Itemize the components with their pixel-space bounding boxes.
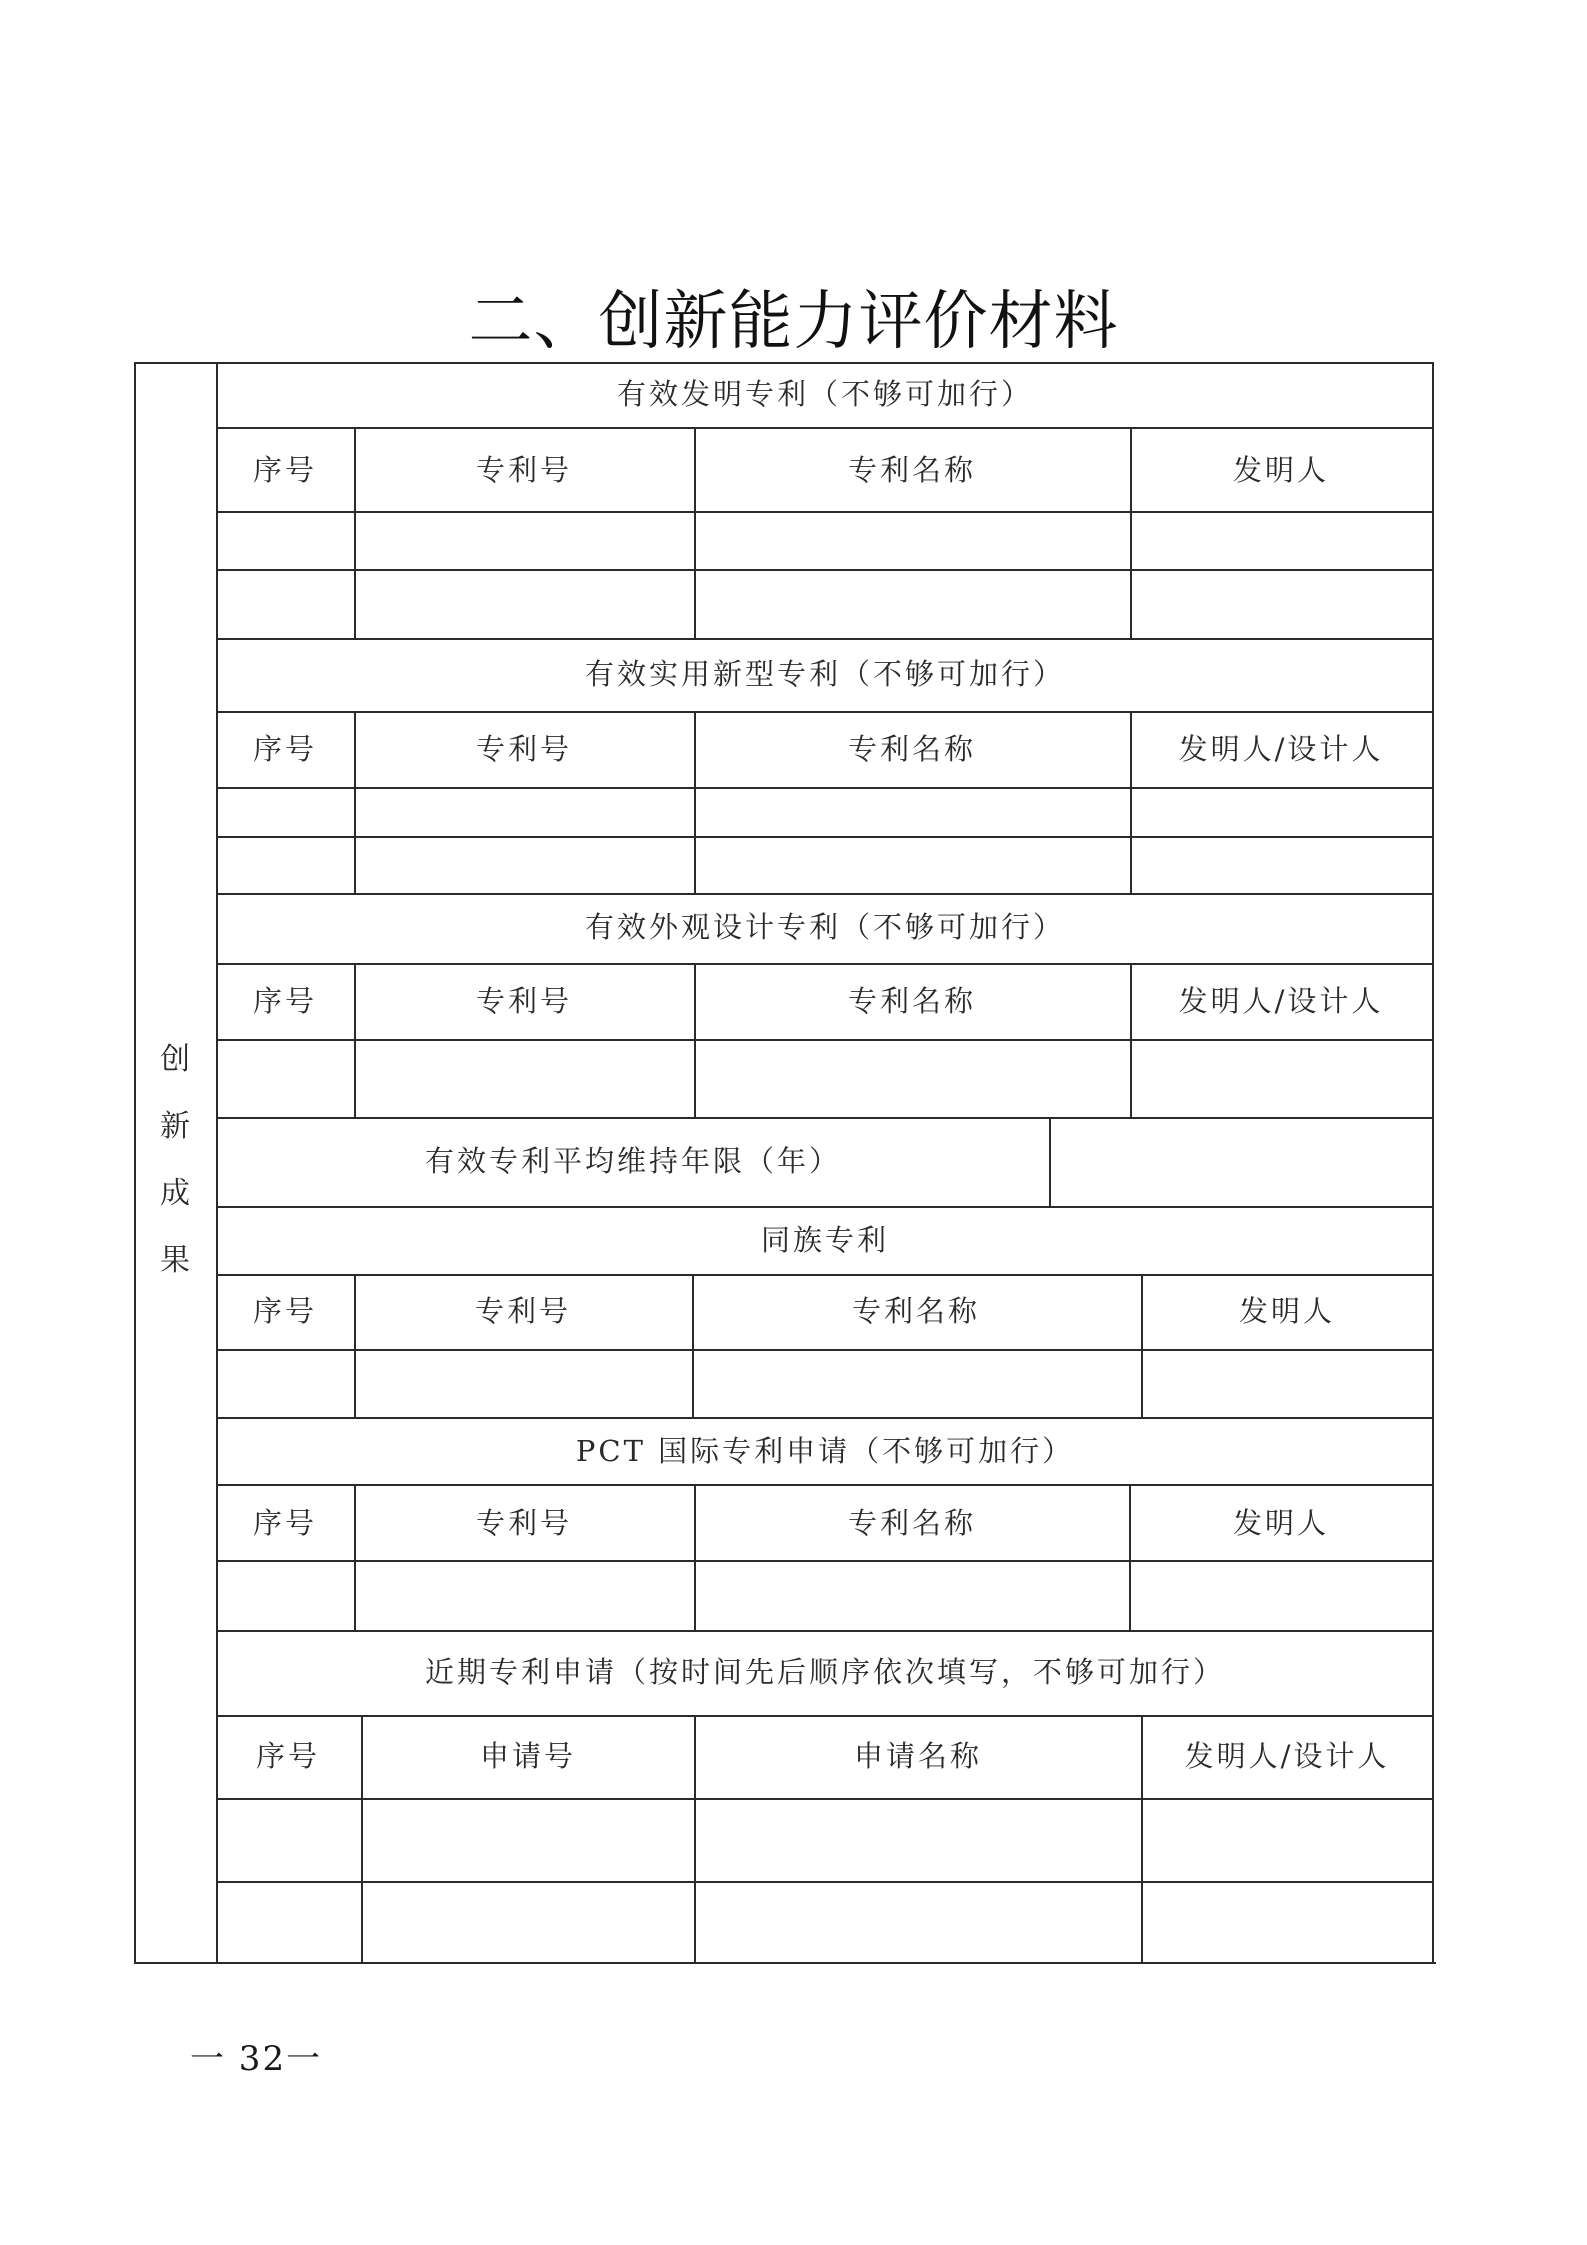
column-header-patent-name: 专利名称 <box>847 453 977 487</box>
column-header-inventor-designer: 发明人/设计人 <box>1184 1739 1390 1773</box>
side-label-innovation-results <box>134 1042 216 1310</box>
patent-family-header: 同族专利 <box>760 1223 890 1257</box>
column-header-inventor: 发明人 <box>1232 1506 1330 1540</box>
evaluation-form <box>134 362 1434 1962</box>
design-patent-header: 有效外观设计专利（不够可加行） <box>584 910 1066 944</box>
column-header-patent-number: 专利号 <box>474 1294 572 1328</box>
column-header-index: 序号 <box>255 1739 321 1773</box>
column-header-application-name: 申请名称 <box>853 1739 983 1773</box>
avg-maintenance-years-label: 有效专利平均维持年限（年） <box>424 1144 842 1178</box>
column-header-patent-name: 专利名称 <box>851 1294 981 1328</box>
column-header-index: 序号 <box>252 984 318 1018</box>
column-header-inventor-designer: 发明人/设计人 <box>1178 984 1384 1018</box>
column-header-index: 序号 <box>252 732 318 766</box>
side-label-char: 新 <box>160 1109 190 1144</box>
page-number: 一 32一 <box>190 2039 323 2079</box>
column-header-patent-name: 专利名称 <box>847 1506 977 1540</box>
column-header-patent-name: 专利名称 <box>847 984 977 1018</box>
column-header-inventor: 发明人 <box>1238 1294 1336 1328</box>
invention-patent-header: 有效发明专利（不够可加行） <box>616 377 1034 411</box>
column-header-patent-number: 专利号 <box>475 453 573 487</box>
column-header-index: 序号 <box>252 1294 318 1328</box>
column-header-application-number: 申请号 <box>479 1739 577 1773</box>
side-label-char: 果 <box>160 1243 190 1278</box>
utility-model-patent-header: 有效实用新型专利（不够可加行） <box>584 657 1066 691</box>
column-header-patent-name: 专利名称 <box>847 732 977 766</box>
recent-application-header: 近期专利申请（按时间先后顺序依次填写，不够可加行） <box>424 1655 1226 1689</box>
column-header-inventor: 发明人 <box>1232 453 1330 487</box>
column-header-patent-number: 专利号 <box>475 984 573 1018</box>
column-header-index: 序号 <box>252 1506 318 1540</box>
column-header-inventor-designer: 发明人/设计人 <box>1178 732 1384 766</box>
column-header-patent-number: 专利号 <box>475 1506 573 1540</box>
side-label-char: 创 <box>160 1042 190 1077</box>
column-header-index: 序号 <box>252 453 318 487</box>
pct-application-header: PCT 国际专利申请（不够可加行） <box>575 1434 1075 1468</box>
page-title: 二、创新能力评价材料 <box>468 285 1119 359</box>
column-header-patent-number: 专利号 <box>475 732 573 766</box>
side-label-char: 成 <box>160 1176 190 1211</box>
